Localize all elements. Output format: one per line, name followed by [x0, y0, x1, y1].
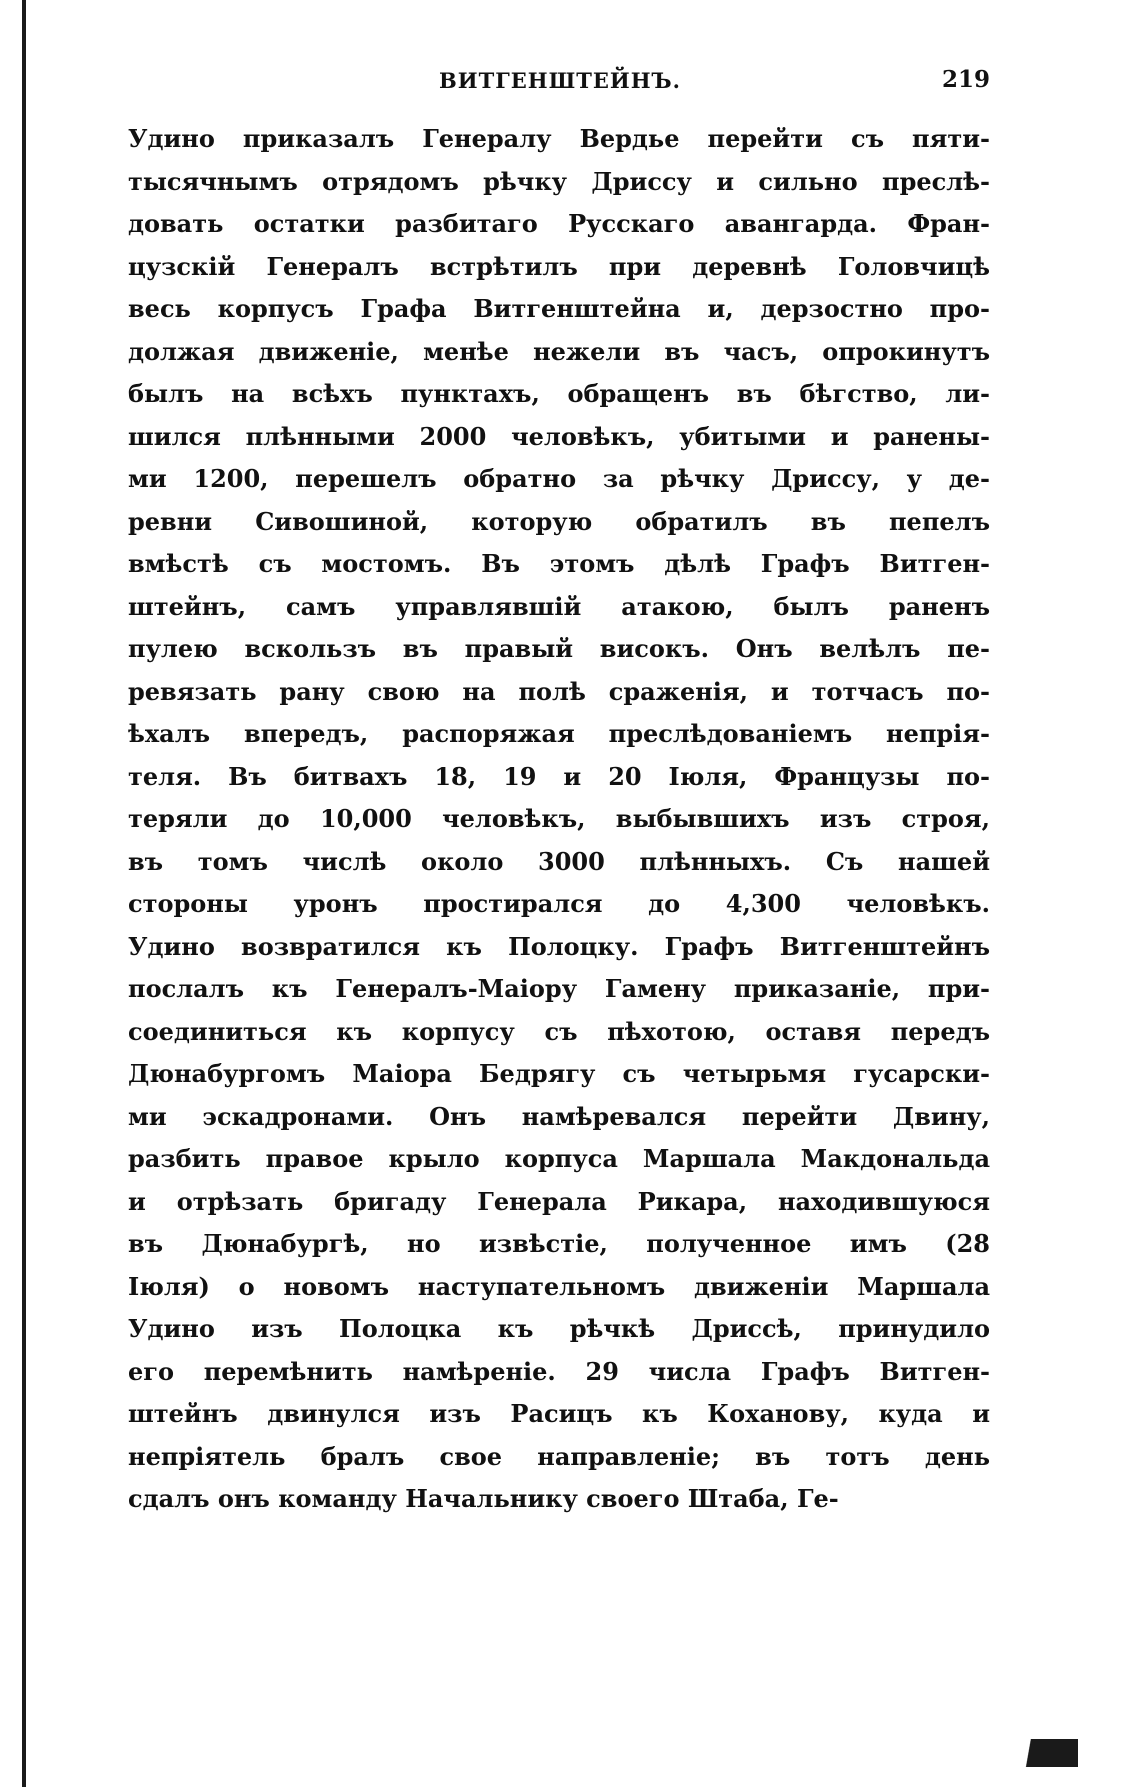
text-line: ревни Сивошиной, которую обратилъ въ пепелъ — [128, 506, 990, 536]
text-line: шился плѣнными 2000 человѣкъ, убитыми и ранены- — [128, 421, 990, 451]
text-line: ѣхалъ впередъ, распоряжая преслѣдованіемъ непрія- — [128, 719, 990, 748]
text-line: разбить правое крыло корпуса Маршала Макдональда — [128, 1144, 990, 1173]
body-text — [128, 118, 990, 1521]
text-line: штейнъ двинулся изъ Расицъ къ Коханову, куда и — [128, 1399, 990, 1428]
page-number: 219 — [941, 66, 990, 93]
text-line: весь корпусъ Графа Витгенштейна и, дерзостно про- — [128, 294, 990, 323]
text-line: стороны уронъ простирался до 4,300 человѣкъ. — [128, 889, 990, 918]
text-line: Дюнабургомъ Маіора Бедрягу съ четырьмя гусарски- — [128, 1059, 990, 1088]
text-line: теля. Въ битвахъ 18, 19 и 20 Іюля, Французы по- — [128, 761, 990, 791]
text-line: довать остатки разбитаго Русскаго авангарда. Фран- — [128, 209, 990, 238]
text-line: ми эскадронами. Онъ намѣревался перейти Двину, — [128, 1101, 990, 1131]
text-line: тысячнымъ отрядомъ рѣчку Дриссу и сильно преслѣ- — [128, 166, 990, 196]
text-line: Іюля) о новомъ наступательномъ движеніи Маршала — [128, 1271, 990, 1301]
running-title: ВИТГЕНШТЕЙНЪ. — [439, 68, 681, 93]
scan-corner-mark — [1008, 1739, 1078, 1767]
text-line: и отрѣзать бригаду Генерала Рикара, находившуюся — [128, 1186, 990, 1216]
text-line: въ томъ числѣ около 3000 плѣнныхъ. Съ нашей — [128, 846, 990, 876]
text-line: должая движеніе, менѣе нежели въ часъ, опрокинутъ — [128, 336, 990, 366]
text-line: цузскій Генералъ встрѣтилъ при деревнѣ Головчицѣ — [128, 251, 990, 281]
page-header — [130, 62, 990, 102]
text-line: соединиться къ корпусу съ пѣхотою, оставя передъ — [128, 1016, 990, 1046]
text-line: былъ на всѣхъ пунктахъ, обращенъ въ бѣгство, ли- — [128, 379, 990, 408]
text-line: штейнъ, самъ управлявшій атакою, былъ раненъ — [128, 591, 990, 621]
text-line: Удино изъ Полоцка къ рѣчкѣ Дриссѣ, принудило — [128, 1314, 990, 1343]
text-line: въ Дюнабургѣ, но извѣстіе, полученное имъ (28 — [128, 1229, 990, 1258]
text-line: Удино возвратился къ Полоцку. Графъ Витгенштейнъ — [128, 931, 990, 961]
text-line: послалъ къ Генералъ-Маіору Гамену приказаніе, при- — [128, 974, 990, 1003]
text-line: Удино приказалъ Генералу Вердье перейти съ пяти- — [128, 124, 990, 153]
text-line: вмѣстѣ съ мостомъ. Въ этомъ дѣлѣ Графъ Витген- — [128, 549, 990, 578]
text-line: его перемѣнить намѣреніе. 29 числа Графъ Витген- — [128, 1356, 990, 1386]
text-line: непріятель бралъ свое направленіе; въ тотъ день — [128, 1441, 990, 1471]
text-line: сдалъ онъ команду Начальнику своего Штаба, Ге- — [128, 1484, 839, 1513]
text-line: ревязать рану свою на полѣ сраженія, и тотчасъ по- — [128, 676, 990, 706]
text-line: теряли до 10,000 человѣкъ, выбывшихъ изъ строя, — [128, 804, 990, 833]
text-line: ми 1200, перешелъ обратно за рѣчку Дриссу, у де- — [128, 464, 990, 493]
page-edge-rule — [22, 0, 26, 1787]
text-line: пулею вскользъ въ правый високъ. Онъ велѣлъ пе- — [128, 634, 990, 663]
